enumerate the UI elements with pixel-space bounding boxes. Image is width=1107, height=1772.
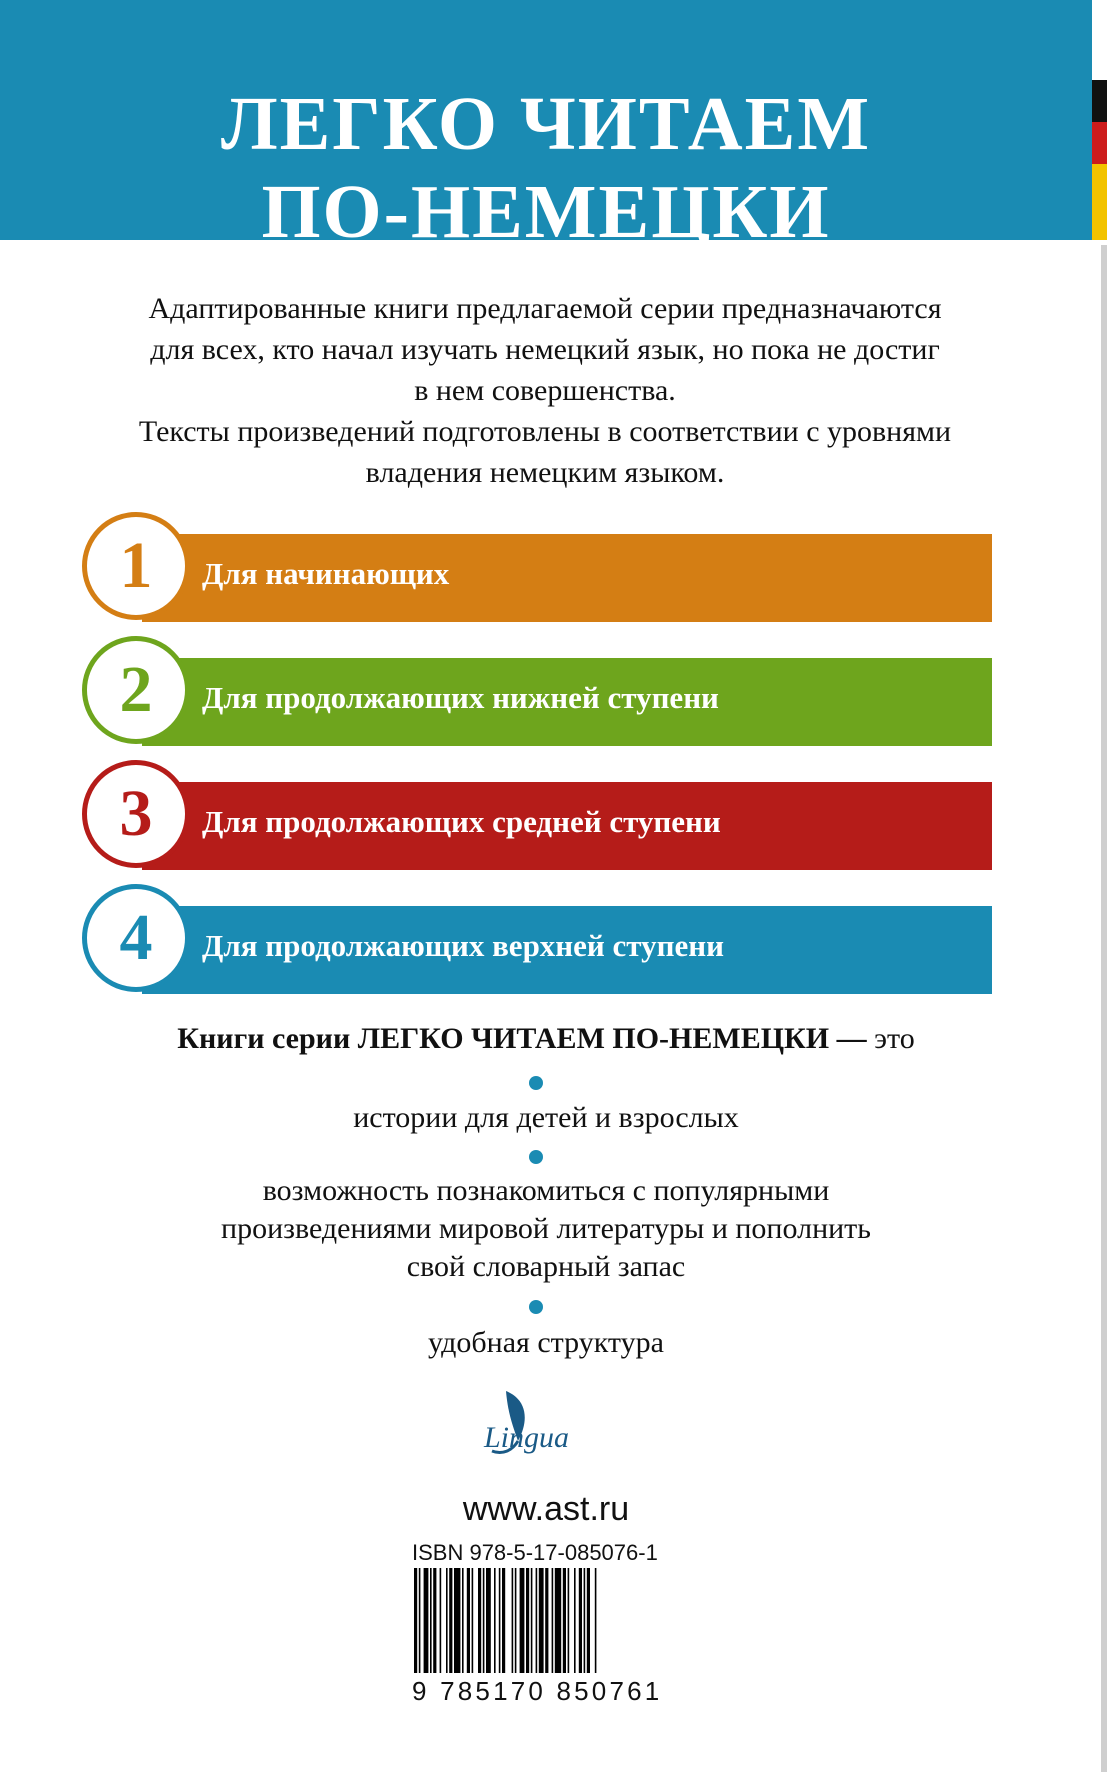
barcode-bar [512,1568,514,1673]
feature-item [60,1099,1032,1137]
series-lead-tail: это [874,1022,915,1055]
feature-item [60,1172,1032,1286]
level-number: 4 [119,901,153,974]
bullet-dot [529,1300,543,1314]
barcode-bar [539,1568,544,1673]
barcode-bar [502,1568,505,1673]
intro-text [40,288,1050,493]
logo-text: Lingua [484,1421,570,1454]
barcode-bar [467,1568,470,1673]
feature-text: возможность познакомиться с популярными [262,1174,830,1207]
barcode-bar [454,1568,460,1673]
level-number: 2 [119,653,153,726]
barcode-bar [483,1568,485,1673]
barcode-bar [414,1568,417,1673]
series-title [0,80,1092,256]
feature-text: истории для детей и взрослых [353,1101,739,1134]
barcode-bar [430,1568,432,1673]
barcode-bar [446,1568,448,1673]
barcode-bar [499,1568,501,1673]
series-title-line2: ПО-НЕМЕЦКИ [261,170,831,254]
level-label: Для продолжающих нижней ступени [202,680,719,715]
barcode-bar [494,1568,496,1673]
series-title-line1: ЛЕГКО ЧИТАЕМ [220,82,872,166]
level-number: 3 [119,777,153,850]
barcode-bar [555,1568,561,1673]
barcode-bar [526,1568,529,1673]
barcode [412,1568,660,1673]
intro-line: Тексты произведений подготовлены в соответствии с уровнями [138,415,952,448]
intro-line: Адаптированные книги предлагаемой серии предназначаются [148,292,942,325]
spine-edge [1101,245,1107,1772]
level-4 [82,884,992,1004]
level-number-badge [82,884,190,992]
level-number-badge [82,512,190,620]
level-number-badge [82,760,190,868]
barcode-bar [478,1568,481,1673]
level-2 [82,636,992,756]
feature-text: свой словарный запас [406,1250,686,1283]
barcode-bar [424,1568,429,1673]
level-label: Для продолжающих средней ступени [202,804,721,839]
level-number: 1 [119,529,153,602]
barcode-bar [433,1568,436,1673]
flag-stripe-gold [1092,164,1107,240]
series-lead [0,1022,1092,1056]
level-label: Для продолжающих верхней ступени [202,928,724,963]
publisher-site: www.ast.ru [462,1490,630,1528]
barcode-bar [515,1568,517,1673]
bullet-dot [529,1076,543,1090]
barcode-bar [536,1568,538,1673]
barcode-bar [579,1568,582,1673]
level-number-badge [82,636,190,744]
level-1 [82,512,992,632]
barcode-bar [574,1568,576,1673]
barcode-digits: 9 785170 850761 [412,1676,663,1706]
feature-item [60,1324,1032,1362]
feature-text: удобная структура [428,1326,664,1359]
feature-text: произведениями мировой литературы и пополнить [221,1212,871,1245]
intro-line: в нем совершенства. [414,374,676,407]
barcode-bar [595,1568,597,1673]
barcode-bar [563,1568,566,1673]
barcode-bar [545,1568,548,1673]
barcode-bar [462,1568,464,1673]
lingua-logo [468,1385,598,1460]
bullet-dot [529,1150,543,1164]
level-3 [82,760,992,880]
barcode-bar [552,1568,554,1673]
level-label: Для начинающих [202,556,450,591]
barcode-bar [520,1568,525,1673]
intro-line: для всех, кто начал изучать немецкий язык, но пока не достиг [150,333,940,366]
barcode-bar [440,1568,442,1673]
barcode-bar [449,1568,452,1673]
flag-stripe-red [1092,122,1107,164]
series-lead-text: Книги серии ЛЕГКО ЧИТАЕМ ПО-НЕМЕЦКИ — [177,1022,867,1055]
barcode-bar [472,1568,474,1673]
barcode-bar [531,1568,533,1673]
intro-line: владения немецким языком. [365,456,725,489]
barcode-bar [419,1568,421,1673]
barcode-bar [486,1568,491,1673]
isbn-number: ISBN 978-5-17-085076-1 [412,1540,658,1565]
flag-stripe-black [1092,80,1107,122]
barcode-bar [587,1568,590,1673]
barcode-bar [568,1568,570,1673]
barcode-bar [584,1568,586,1673]
